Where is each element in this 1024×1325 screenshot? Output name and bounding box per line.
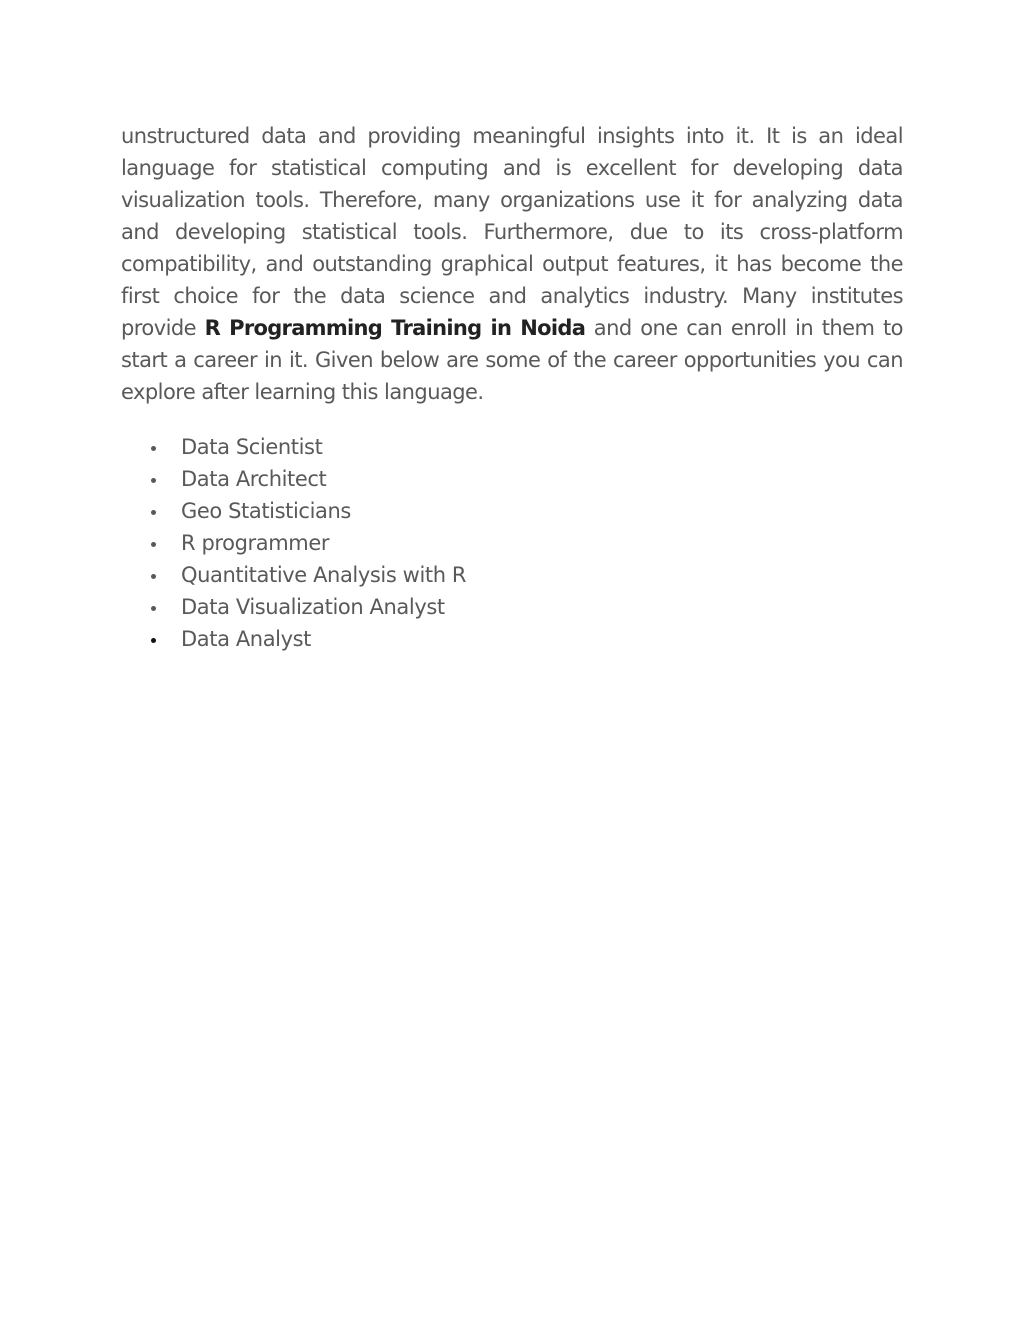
bullet-icon	[151, 510, 156, 515]
bullet-icon	[151, 606, 156, 611]
list-item-label: Data Scientist	[181, 435, 323, 459]
bullet-icon	[151, 542, 156, 547]
list-item-label: Quantitative Analysis with R	[181, 563, 467, 587]
career-list	[121, 431, 903, 655]
document-page	[121, 120, 903, 655]
list-item	[121, 559, 903, 591]
list-item-label: Data Visualization Analyst	[181, 595, 445, 619]
list-item	[121, 623, 903, 655]
list-item	[121, 527, 903, 559]
list-item	[121, 431, 903, 463]
bullet-icon	[151, 478, 156, 483]
list-item-label: R programmer	[181, 531, 330, 555]
paragraph-text-before: unstructured data and providing meaningful insights into it. It is an ideal language for statistical computing and is excellent for developing data visualization tools. Therefore, many organizations use it for analyzing data and developing statistical tools. Furthermore, due to its cross-platform compatibility, and outstanding graphical output features, it has become the first choice for the data science and analytics industry. Many institutes provide	[121, 124, 903, 340]
list-item	[121, 591, 903, 623]
list-item	[121, 463, 903, 495]
paragraph-text-after: and one can enroll in them to start a career in it. Given below are some of the career opportunities you can explore after learning this language.	[121, 316, 903, 404]
list-item-label: Geo Statisticians	[181, 499, 351, 523]
list-item-label: Data Architect	[181, 467, 327, 491]
bullet-icon	[151, 446, 156, 451]
paragraph-emphasis: R Programming Training in Noida	[204, 316, 586, 340]
list-item	[121, 495, 903, 527]
list-item-label: Data Analyst	[181, 627, 311, 651]
bullet-icon	[151, 638, 156, 643]
bullet-icon	[151, 574, 156, 579]
body-paragraph	[121, 120, 903, 408]
